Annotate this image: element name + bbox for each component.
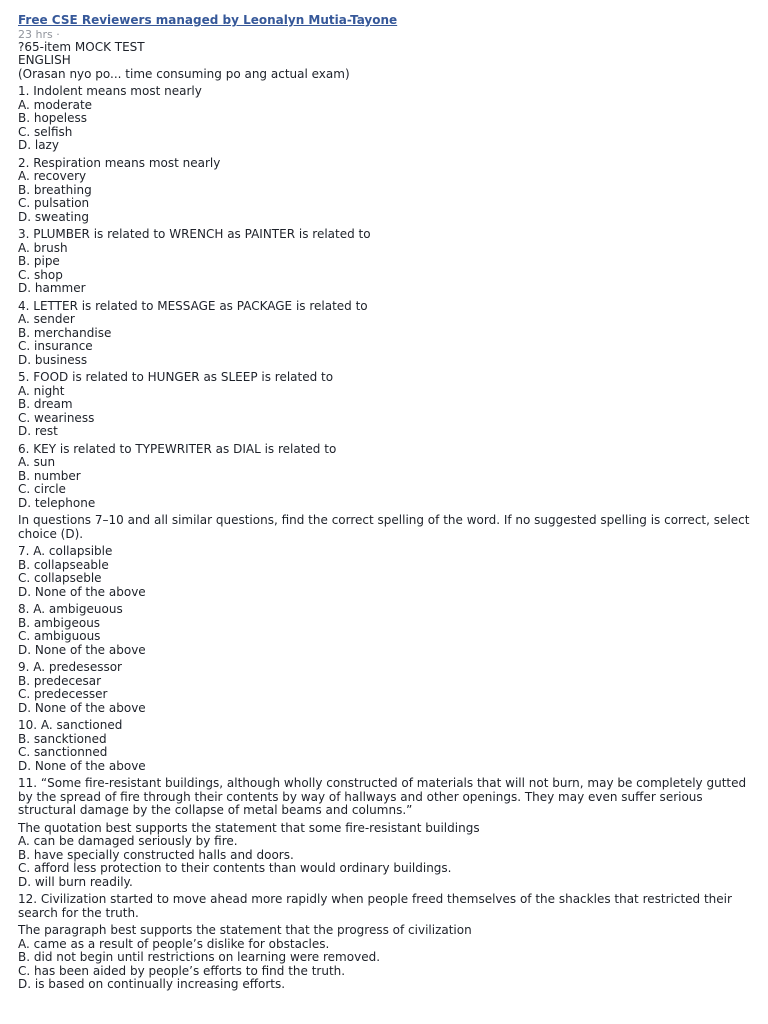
choice: C. sanctionned [18, 745, 108, 759]
choice: A. sun [18, 455, 56, 469]
question-passage: 12. Civilization started to move ahead more rapidly when people freed themselves of the shackles that restricted their search for the truth. [18, 892, 732, 920]
question-stem: The quotation best supports the statement that some fire-resistant buildings [18, 820, 480, 835]
choice: A. moderate [18, 97, 93, 112]
question-group-spelling [18, 545, 750, 773]
choice: C. has been aided by people’s efforts to find the truth. [18, 963, 346, 978]
choice: C. circle [18, 482, 66, 496]
choice: A. sender [18, 312, 75, 326]
choice: A. night [18, 383, 65, 398]
choice: D. None of the above [18, 584, 146, 599]
choice: A. can be damaged seriously by fire. [18, 834, 238, 848]
choice: C. shop [18, 267, 63, 282]
choice: C. ambiguous [18, 629, 101, 643]
choice: C. pulsation [18, 196, 90, 210]
question-text: 6. KEY is related to TYPEWRITER as DIAL is related to [18, 441, 337, 456]
question-group-vocabulary [18, 85, 750, 510]
question-text: 10. A. sanctioned [18, 718, 123, 732]
choice: D. None of the above [18, 700, 146, 715]
choice: D. hammer [18, 281, 86, 295]
question-text: 8. A. ambigeuous [18, 602, 123, 616]
heading-line: ENGLISH [18, 53, 71, 67]
choice: D. business [18, 352, 88, 367]
question-text: 2. Respiration means most nearly [18, 155, 221, 170]
question-text: 5. FOOD is related to HUNGER as SLEEP is related to [18, 370, 334, 384]
heading-line: (Orasan nyo po... time consuming po ang actual exam) [18, 66, 350, 81]
question-text: 4. LETTER is related to MESSAGE as PACKAGE is related to [18, 298, 368, 313]
choice: C. predecesser [18, 687, 108, 701]
choice: B. collapseable [18, 557, 109, 572]
question-text: 7. A. collapsible [18, 544, 113, 558]
choice: B. dream [18, 397, 73, 411]
question-4 [18, 300, 750, 368]
choice: B. breathing [18, 182, 92, 197]
question-3 [18, 228, 750, 296]
choice: D. lazy [18, 138, 59, 152]
question-text: 9. A. predesessor [18, 660, 122, 674]
choice: B. predecesar [18, 673, 102, 688]
choice: B. have specially constructed halls and doors. [18, 847, 294, 862]
choice: B. hopeless [18, 111, 88, 125]
choice: C. selfish [18, 124, 73, 139]
choice: C. insurance [18, 339, 93, 353]
choice: C. afford less protection to their contents than would ordinary buildings. [18, 861, 452, 875]
question-11 [18, 777, 750, 889]
choice: C. weariness [18, 410, 95, 425]
post-author-link[interactable]: Free CSE Reviewers managed by Leonalyn Mutia-Tayone [18, 13, 398, 27]
heading-line: ?65-item MOCK TEST [18, 39, 145, 54]
question-10 [18, 719, 750, 773]
choice: D. telephone [18, 495, 96, 510]
choice: D. rest [18, 424, 58, 438]
choice: B. sancktioned [18, 731, 107, 746]
post-timestamp[interactable]: 23 hrs · [18, 27, 60, 41]
choice: D. None of the above [18, 758, 146, 773]
question-12 [18, 893, 750, 992]
choice: A. brush [18, 240, 68, 255]
question-stem: The paragraph best supports the statement that the progress of civilization [18, 923, 472, 937]
post-heading [18, 41, 750, 82]
choice: D. will burn readily. [18, 874, 133, 889]
question-9 [18, 661, 750, 715]
question-text: 3. PLUMBER is related to WRENCH as PAINTER is related to [18, 227, 371, 241]
choice: D. None of the above [18, 642, 146, 657]
question-2 [18, 157, 750, 225]
spelling-instructions: In questions 7–10 and all similar questions, find the correct spelling of the word. If no suggested spelling is correct, select choice (D). [18, 513, 750, 541]
choice: D. is based on continually increasing efforts. [18, 977, 286, 991]
question-8 [18, 603, 750, 657]
choice: D. sweating [18, 209, 89, 224]
question-5 [18, 371, 750, 439]
question-passage: 11. “Some fire-resistant buildings, although wholly constructed of materials that will not burn, may be completely gutted by the spread of fire through their contents by way of hallways and other openings. They may even suffer serious structural damage by the collapse of metal beams and columns.” [18, 776, 747, 817]
question-text: 1. Indolent means most nearly [18, 84, 202, 98]
question-6 [18, 443, 750, 511]
choice: B. did not begin until restrictions on learning were removed. [18, 950, 381, 964]
choice: B. merchandise [18, 325, 112, 340]
choice: B. number [18, 468, 81, 483]
choice: C. collapseble [18, 571, 102, 585]
choice: A. recovery [18, 169, 87, 183]
choice: A. came as a result of people’s dislike for obstacles. [18, 936, 330, 951]
choice: B. ambigeous [18, 615, 101, 630]
choice: B. pipe [18, 254, 60, 268]
question-7 [18, 545, 750, 599]
question-1 [18, 85, 750, 153]
